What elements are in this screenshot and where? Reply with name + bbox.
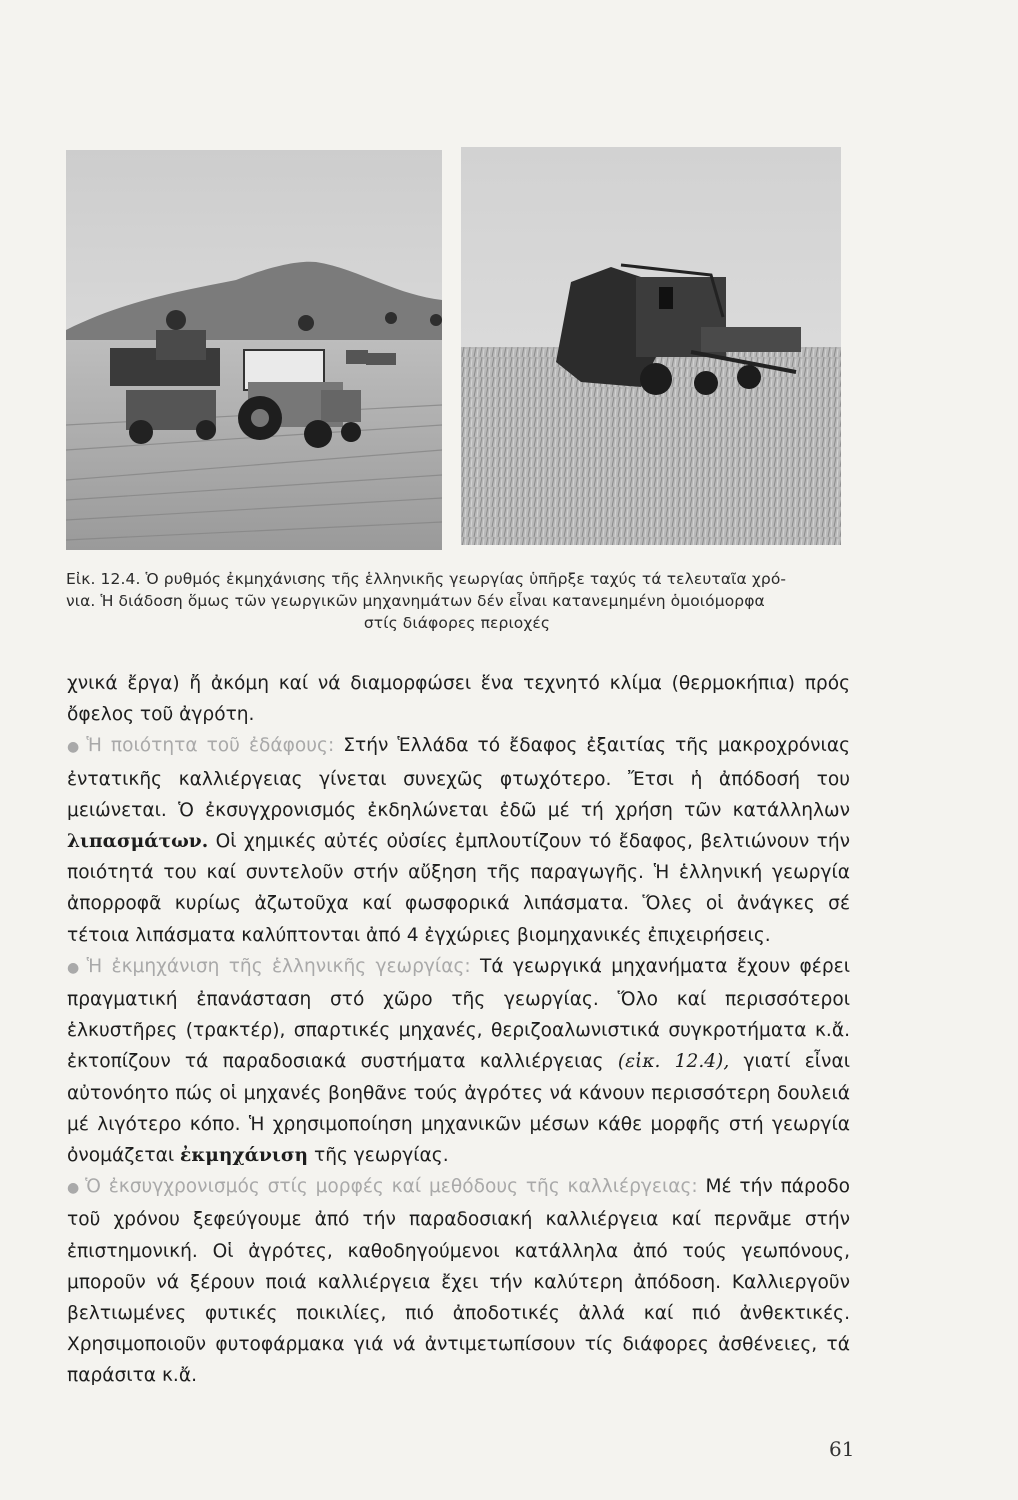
photo-combine-harvester — [461, 147, 841, 545]
figure-caption — [66, 568, 848, 634]
bullet-icon: ● — [67, 739, 83, 756]
figure-reference: (εἰκ. 12.4), — [617, 1051, 730, 1073]
paragraph-soil-quality: ● Ἡ ποιότητα τοῦ ἐδάφους: Στήν Ἑλλάδα τό ἔδαφος ἐξαιτίας τῆς μακροχρόνιας ἐντατικῆς καλλιέργειας γίνεται συνεχῶς φτωχότερο. Ἔτσι ἡ ἀπόδοσή του μειώνεται. Ὁ ἐκσυγχρονισμός ἐκδηλώνεται ἐδῶ μέ τή χρήση τῶν κατάλληλων λιπασμάτων. Οἱ χημικές αὐτές οὐσίες ἐμπλουτίζουν τό ἔδαφος, βελτιώνουν τήν ποιότητά του καί συντελοῦν στήν αὔξηση τῆς παραγωγῆς. Ἡ ἑλληνική γεωργία ἀπορροφᾶ κυρίως ἀζωτοῦχα καί φωσφορικά λιπάσματα. Ὅλες οἱ ἀνάγκες σέ τέτοια λιπάσματα καλύπτονται ἀπό 4 ἐγχώριες βιομηχανικές ἐπιχειρήσεις. — [67, 735, 850, 946]
section-heading-soil: Ἡ ποιότητα τοῦ ἐδάφους: — [86, 735, 335, 757]
section-heading-mechanization: Ἡ ἐκμηχάνιση τῆς ἑλληνικῆς γεωργίας: — [86, 955, 471, 977]
term-mechanization: ἐκμηχάνιση — [180, 1145, 309, 1167]
page-number: 61 — [829, 1437, 855, 1461]
section-heading-modernization: Ὁ ἐκσυγχρονισμός στίς μορφές καί μεθόδους τῆς καλλιέργειας: — [85, 1176, 698, 1198]
main-text — [67, 668, 850, 1392]
photo-tractor-baler — [66, 150, 442, 550]
paragraph-intro: χνικά ἔργα) ἤ ἀκόμη καί νά διαμορφώσει ἕνα τεχνητό κλίμα (θερμοκήπια) πρός ὄφελος τοῦ ἀγρότη. — [67, 673, 850, 726]
term-fertilizers: λιπασμάτων. — [67, 831, 209, 853]
paragraph-mechanization: ● Ἡ ἐκμηχάνιση τῆς ἑλληνικῆς γεωργίας: Τά γεωργικά μηχανήματα ἔχουν φέρει πραγματική ἐπανάσταση στό χῶρο τῆς γεωργίας. Ὅλο καί περισσότεροι ἑλκυστῆρες (τρακτέρ), σπαρτικές μηχανές, θεριζοαλωνιστικά συγκροτήματα κ.ἄ. ἐκτοπίζουν τά παραδοσιακά συστήματα καλλιέργειας (εἰκ. 12.4), γιατί εἶναι αὐτονόητο πώς οἱ μηχανές βοηθᾶνε τούς ἀγρότες νά κάνουν περισσότερη δουλειά μέ λιγότερο κόπο. Ἡ χρησιμοποίηση μηχανικῶν μέσων κάθε μορφῆς στή γεωργία ὀνομάζεται ἐκμηχάνιση τῆς γεωργίας. — [67, 955, 851, 1167]
bullet-icon: ● — [67, 1180, 82, 1197]
paragraph-modernization: ● Ὁ ἐκσυγχρονισμός στίς μορφές καί μεθόδους τῆς καλλιέργειας: Μέ τήν πάροδο τοῦ χρόνου ξεφεύγουμε ἀπό τήν παραδοσιακή καλλιέργεια καί περνᾶμε στήν ἐπιστημονική. Οἱ ἀγρότες, καθοδηγούμενοι κατάλληλα ἀπό τούς γεωπόνους, μποροῦν νά ξέρουν ποιά καλλιέργεια ἔχει τήν καλύτερη ἀπόδοση. Καλλιεργοῦν βελτιωμένες φυτικές ποικιλίες, πιό ἀποδοτικές ἀλλά καί πιό ἀνθεκτικές. Χρησιμοποιοῦν φυτοφάρμακα γιά νά ἀντιμετωπίσουν τίς διάφορες ἀσθένειες, τά παράσιτα κ.ἄ. — [67, 1176, 850, 1387]
caption-line-2: νια. Ἡ διάδοση ὅμως τῶν γεωργικῶν μηχανημάτων δέν εἶναι κατανεμημένη ὁμοιόμορφα — [66, 592, 765, 610]
bullet-icon: ● — [67, 959, 83, 976]
caption-line-3: στίς διάφορες περιοχές — [363, 614, 551, 632]
caption-line-1: Εἰκ. 12.4. Ὁ ρυθμός ἐκμηχάνισης τῆς ἑλληνικῆς γεωργίας ὑπῆρξε ταχύς τά τελευταῖα χρό- — [66, 570, 787, 588]
